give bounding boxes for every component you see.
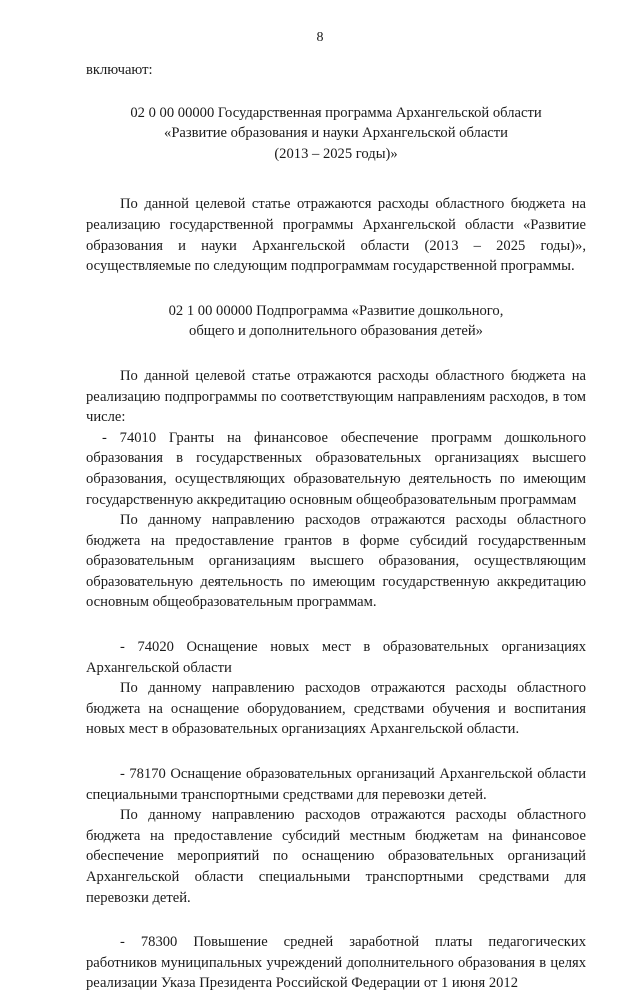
program-heading-line-3: (2013 – 2025 годы)» [274,145,398,162]
intro-text: включают: [86,62,153,78]
item-78300-title: - 78300 Повышение средней заработной платы педагогических работников муниципальных учреждений дополнительного образования в целях реализации Указа Президента Российской Федерации от 1 июня 2012 [86,934,586,992]
item-78170-description: По данному направлению расходов отражаются расходы областного бюджета на предоставление субсидий местным бюджетам на финансовое обеспечение мероприятий по оснащению образовательных организаций Архангельской области специальными транспортными средствами для перевозки детей. [86,807,586,906]
page-number: 8 [316,30,324,45]
program-heading [86,103,586,165]
item-74010-description: По данному направлению расходов отражаются расходы областного бюджета на предоставление грантов в форме субсидий государственным образовательным организациям высшего образования, осуществляющим образовательную деятельность по имеющим государственную аккредитацию основным общеобразовательным программам. [86,512,586,611]
item-74010-title: - 74010 Гранты на финансовое обеспечение программ дошкольного образования в государственных образовательных организациях высшего образования, осуществляющих образовательную деятельность по имеющим государственную аккредитацию основным общеобразовательным программам [86,429,586,508]
subprogram-heading [86,301,586,342]
item-78170-title: - 78170 Оснащение образовательных организаций Архангельской области специальными транспортными средствами для перевозки детей. [86,766,586,803]
item-74020-title: - 74020 Оснащение новых мест в образовательных организациях Архангельской области [86,639,586,676]
item-74020-description: По данному направлению расходов отражаются расходы областного бюджета на оснащение оборудованием, средствами обучения и воспитания новых мест в образовательных организациях Архангельской области. [86,680,586,738]
page-content [86,60,586,994]
subprogram-description: По данной целевой статье отражаются расходы областного бюджета на реализацию подпрограммы по соответствующим направлениям расходов, в том числе: [86,367,586,426]
program-heading-line-2: «Развитие образования и науки Архангельской области [164,125,508,142]
subprogram-heading-line-1: 02 1 00 00000 Подпрограмма «Развитие дошкольного, [168,302,504,319]
subprogram-heading-line-2: общего и дополнительного образования детей» [189,323,483,340]
program-description: По данной целевой статье отражаются расходы областного бюджета на реализацию государственной программы Архангельской области «Развитие образования и науки Архангельской области (2013 – 2025 годы)», осуществляемые по следующим подпрограммам государственной программы. [86,196,586,275]
program-heading-line-1: 02 0 00 00000 Государственная программа Архангельской области [130,104,542,121]
